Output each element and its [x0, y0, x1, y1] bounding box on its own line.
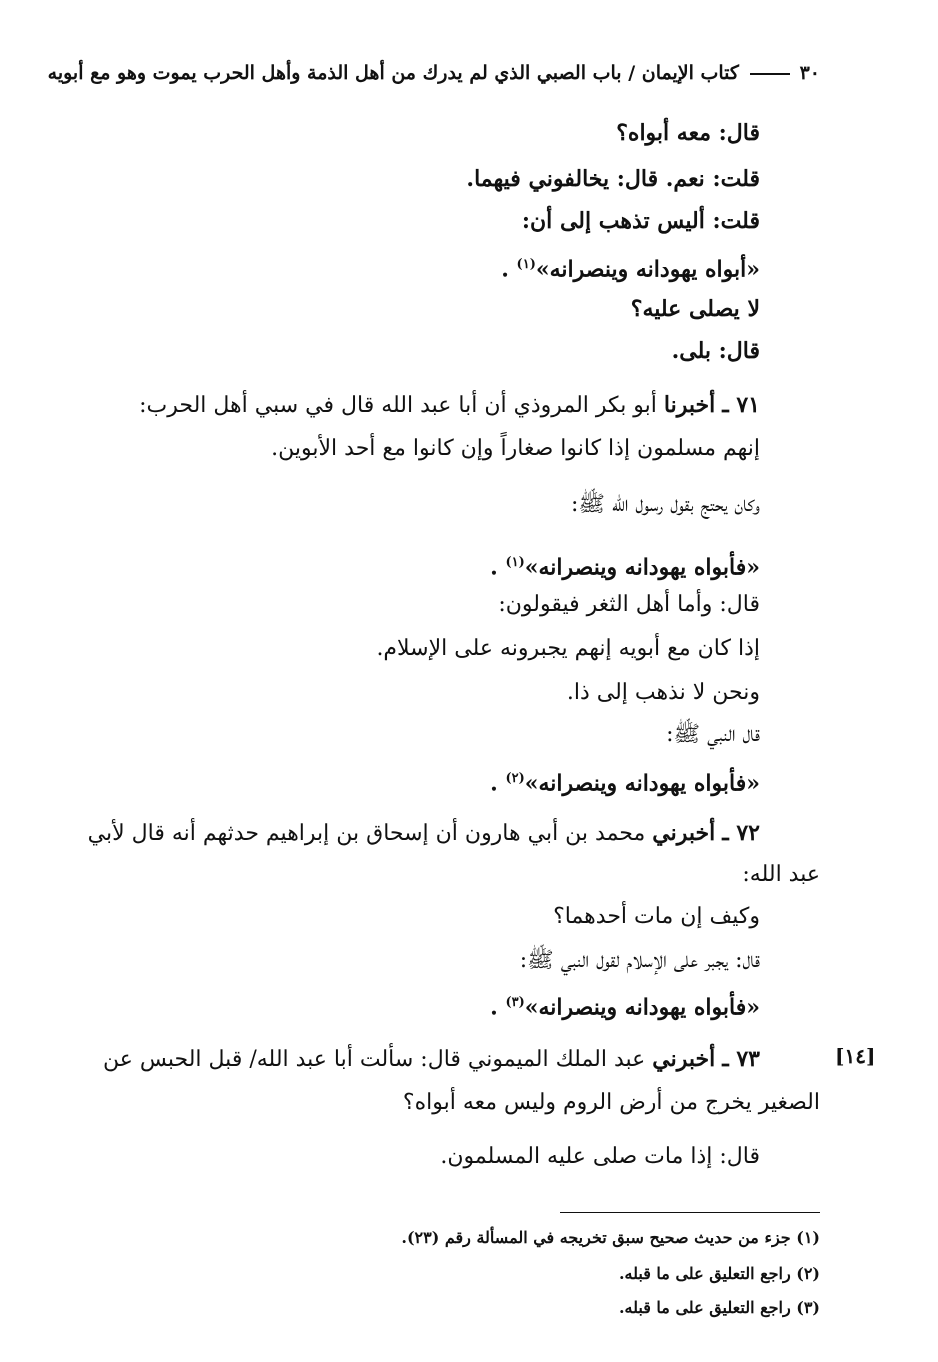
- footnote: (٣) راجع التعليق على ما قبله.: [618, 1298, 820, 1317]
- text-line: قال: وأما أهل الثغر فيقولون:: [498, 592, 760, 617]
- footnote-divider: [560, 1212, 820, 1213]
- narration-word: أخبرني: [652, 820, 716, 846]
- text-line: وكان يحتج بقول رسول الله ﷺ:: [570, 492, 760, 517]
- text-line: عبد الله:: [742, 862, 820, 887]
- paragraph-72-line-1: ٧٢ ـ أخبرني محمد بن أبي هارون أن إسحاق بن إبراهيم حدثهم أنه قال لأبي: [87, 820, 760, 846]
- text-line: «أبواه يهودانه وينصرانه»$^{(١)}$ .: [501, 256, 760, 283]
- text-line: لا يصلى عليه؟: [630, 296, 760, 322]
- footnote-ref: (٣): [505, 995, 525, 1010]
- header-title: كتاب الإيمان / باب الصبي الذي لم يدرك من أهل الذمة وأهل الحرب يموت وهو مع أبويه: [47, 62, 739, 84]
- narration-word: أخبرنا: [663, 392, 716, 418]
- text-line: الصغير يخرج من أرض الروم وليس معه أبواه؟: [402, 1090, 820, 1115]
- text-line: «فأبواه يهودانه وينصرانه»$^{(٣)}$ .: [490, 994, 760, 1021]
- text-line: قال: يجبر على الإسلام لقول النبي ﷺ:: [519, 948, 760, 973]
- text-line: وكيف إن مات أحدهما؟: [553, 904, 760, 929]
- text-line: قال: معه أبواه؟: [616, 120, 760, 146]
- text-line: «فأبواه يهودانه وينصرانه»$^{(١)}$ .: [490, 554, 760, 581]
- item-number: ٧١ ـ: [722, 392, 760, 418]
- text-line: قال النبي ﷺ:: [666, 722, 760, 747]
- paragraph-73-line-1: ٧٣ ـ أخبرني عبد الملك الميموني قال: سألت أبا عبد الله/ قبل الحبس عن: [102, 1046, 760, 1072]
- footnote: (٢) راجع التعليق على ما قبله.: [618, 1264, 820, 1283]
- text-line: إنهم مسلمون إذا كانوا صغاراً وإن كانوا مع أحد الأبوين.: [271, 436, 760, 461]
- header-dash: [750, 73, 790, 75]
- footnote-ref: (١): [516, 257, 536, 272]
- text-line: قلت: نعم. قال: يخالفوني فيهما.: [466, 166, 760, 192]
- margin-page-marker: [١٤]: [835, 1044, 876, 1068]
- item-number: ٧٣ ـ: [722, 1046, 760, 1072]
- item-number: ٧٢ ـ: [722, 820, 760, 846]
- footnote-ref: (٢): [505, 771, 525, 786]
- page-number: ٣٠: [799, 62, 820, 84]
- text-line: قال: بلى.: [671, 338, 760, 364]
- narration-word: أخبرني: [652, 1046, 716, 1072]
- footnote: (١) جزء من حديث صحيح سبق تخريجه في المسألة رقم (٢٣).: [401, 1228, 820, 1247]
- footnote-ref: (١): [505, 555, 525, 570]
- text-line: ونحن لا نذهب إلى ذا.: [566, 680, 760, 705]
- text-line: قال: إذا مات صلى عليه المسلمون.: [440, 1144, 760, 1169]
- text-line: إذا كان مع أبويه إنهم يجبرونه على الإسلام.: [376, 636, 760, 661]
- text-line: قلت: أليس تذهب إلى أن:: [521, 208, 760, 234]
- paragraph-71-line-1: ٧١ ـ أخبرنا أبو بكر المروذي أن أبا عبد الله قال في سبي أهل الحرب:: [139, 392, 760, 418]
- running-header: [47, 62, 820, 84]
- text-line: «فأبواه يهودانه وينصرانه»$^{(٢)}$ .: [490, 770, 760, 797]
